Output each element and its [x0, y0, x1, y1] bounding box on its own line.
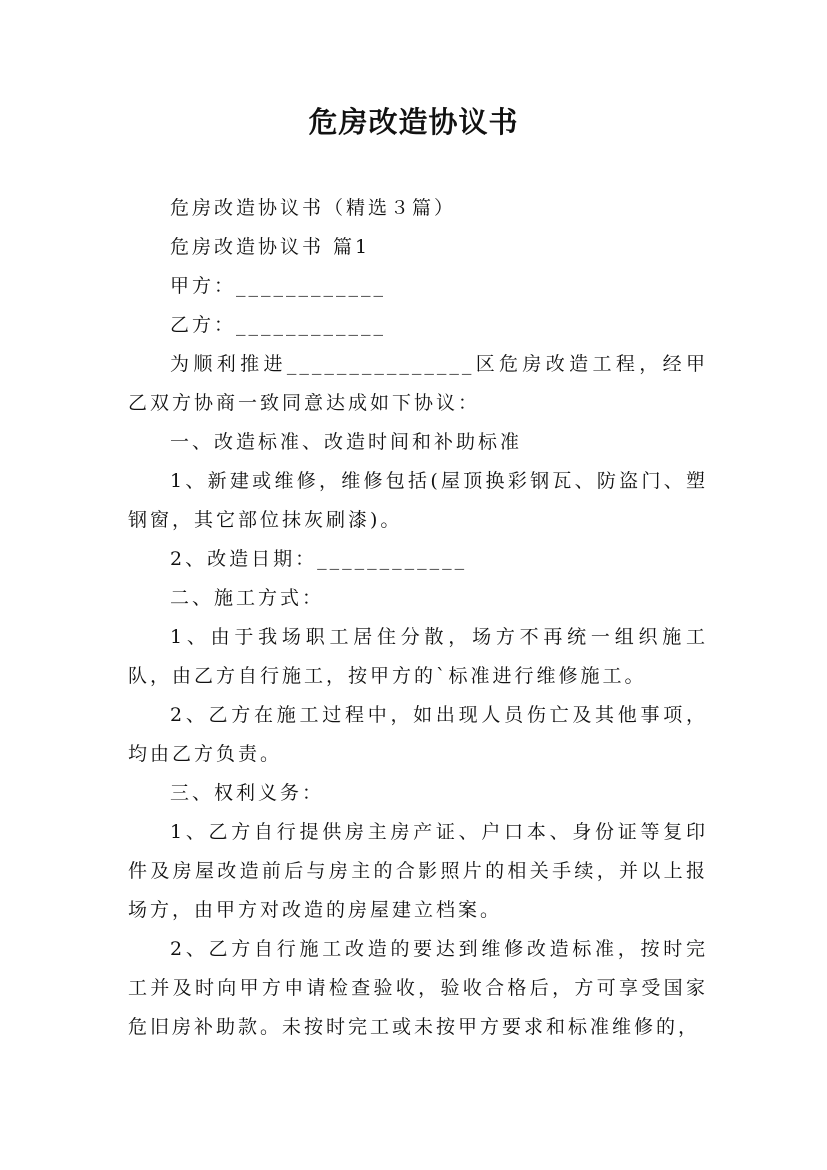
paragraph-standard-1: 1、新建或维修，维修包括(屋顶换彩钢瓦、防盗门、塑钢窗，其它部位抹灰刷漆)。	[128, 470, 708, 531]
paragraph-subtitle: 危房改造协议书（精选３篇）	[170, 197, 457, 219]
paragraph-rights-1: 1、乙方自行提供房主房产证、户口本、身份证等复印件及房屋改造前后与房主的合影照片的相关手续，并以上报场方，由甲方对改造的房屋建立档案。	[128, 821, 708, 921]
document-body	[128, 189, 708, 1047]
paragraph-heading-standards: 一、改造标准、改造时间和补助标准	[170, 431, 523, 453]
paragraph-construction-2: 2、乙方在施工过程中，如出现人员伤亡及其他事项，均由乙方负责。	[128, 704, 708, 765]
paragraph-section-heading: 危房改造协议书 篇1	[170, 236, 371, 258]
paragraph-party-b: 乙方：____________	[170, 314, 387, 336]
paragraph-intro: 为顺利推进_______________区危房改造工程，经甲乙双方协商一致同意达成如下协议：	[128, 353, 708, 414]
document-title: 危房改造协议书	[308, 105, 519, 139]
paragraph-rights-2: 2、乙方自行施工改造的要达到维修改造标准，按时完工并及时向甲方申请检查验收，验收合格后，方可享受国家危旧房补助款。未按时完工或未按甲方要求和标准维修的，	[128, 938, 708, 1038]
paragraph-party-a: 甲方：____________	[170, 275, 387, 297]
paragraph-heading-construction: 二、施工方式：	[170, 587, 325, 609]
paragraph-standard-2: 2、改造日期：____________	[170, 548, 468, 570]
paragraph-heading-rights: 三、权利义务：	[170, 782, 325, 804]
paragraph-construction-1: 1、由于我场职工居住分散，场方不再统一组织施工队，由乙方自行施工，按甲方的`标准进行维修施工。	[128, 626, 708, 687]
